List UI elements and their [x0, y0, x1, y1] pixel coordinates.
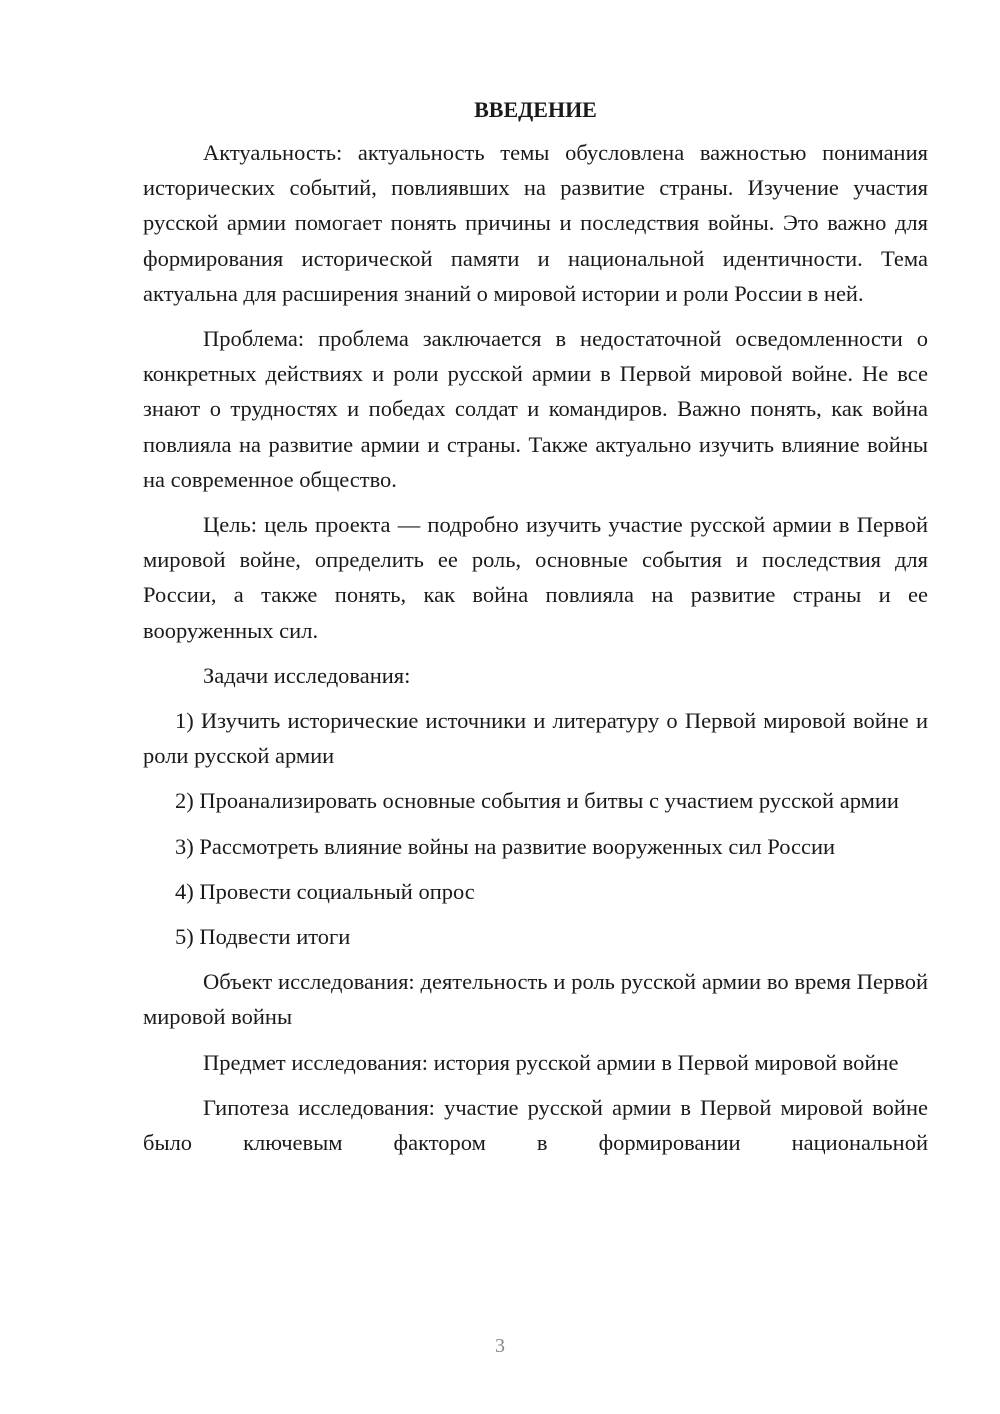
- page-title: ВВЕДЕНИЕ: [474, 97, 597, 122]
- task-item-3: 3) Рассмотреть влияние войны на развитие вооруженных сил России: [175, 833, 836, 859]
- task-item-1: 1) Изучить исторические источники и литературу о Первой мировой войне и роли русской армии: [143, 708, 928, 769]
- task-item-4: 4) Провести социальный опрос: [175, 878, 475, 904]
- problem-paragraph: Проблема: проблема заключается в недостаточной осведомленности о конкретных действиях и роли русской армии в Первой мировой войне. Не все знают о трудностях и победах солдат и командиров. Важно понять, как война повлияла на развитие армии и страны. Также актуально изучить влияние войны на современное общество.: [143, 326, 928, 492]
- research-subject-paragraph: Предмет исследования: история русской армии в Первой мировой войне: [203, 1049, 899, 1075]
- task-item-2: 2) Проанализировать основные события и битвы с участием русской армии: [175, 788, 899, 814]
- task-item-5: 5) Подвести итоги: [175, 924, 351, 950]
- research-hypothesis-paragraph: Гипотеза исследования: участие русской армии в Первой мировой войне было ключевым фактором в формировании национальной: [143, 1094, 928, 1156]
- tasks-heading: Задачи исследования:: [203, 662, 411, 688]
- document-page: [143, 95, 928, 1170]
- research-object-paragraph: Объект исследования: деятельность и роль русской армии во время Первой мировой войны: [143, 969, 928, 1030]
- page-number: 3: [495, 1335, 505, 1357]
- goal-paragraph: Цель: цель проекта — подробно изучить участие русской армии в Первой мировой войне, определить ее роль, основные события и последствия для России, а также понять, как война повлияла на развитие страны и ее вооруженных сил.: [143, 512, 928, 643]
- relevance-paragraph: Актуальность: актуальность темы обусловлена важностью понимания исторических событий, повлиявших на развитие страны. Изучение участия русской армии помогает понять причины и последствия войны. Это важно для формирования исторической памяти и национальной идентичности. Тема актуальна для расширения знаний о мировой истории и роли России в ней.: [143, 140, 928, 306]
